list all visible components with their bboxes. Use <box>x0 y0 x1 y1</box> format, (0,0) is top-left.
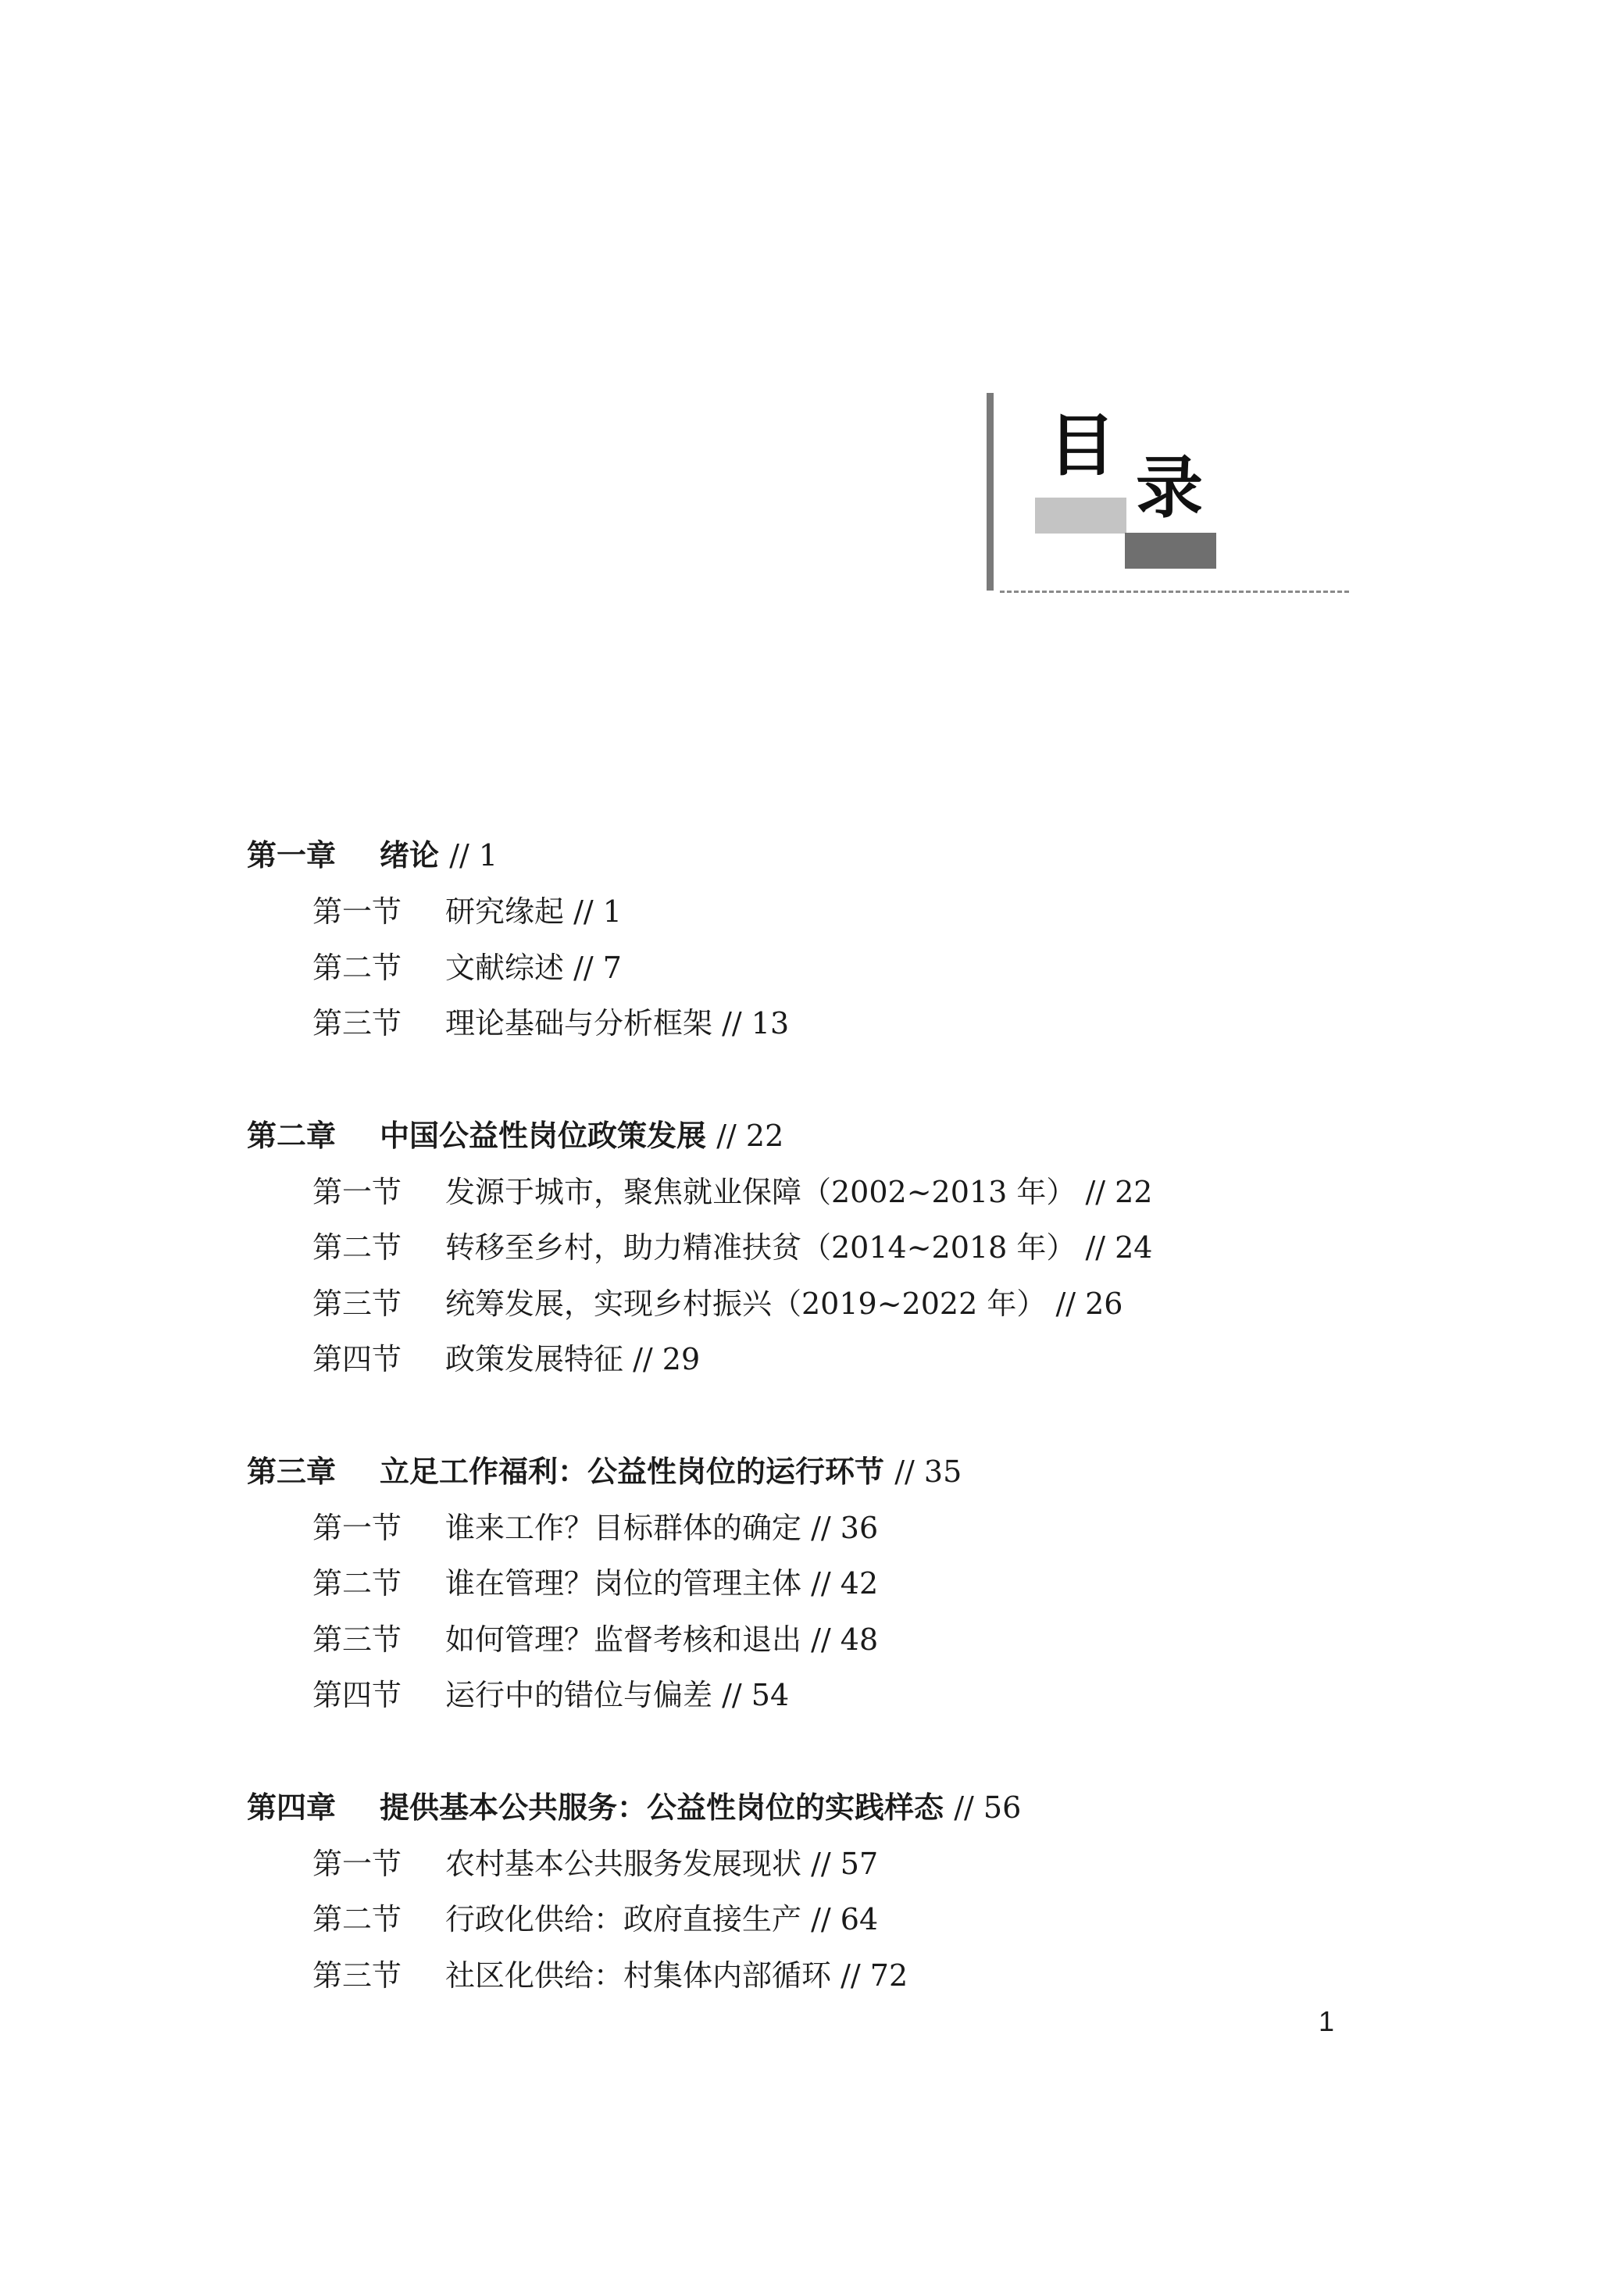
heading-light-block <box>1035 498 1126 534</box>
section-title: 谁在管理？岗位的管理主体 <box>445 1566 802 1601</box>
chapter-page: // 35 <box>894 1454 962 1489</box>
chapter-page: // 1 <box>449 838 498 873</box>
toc-section-4-3[interactable] <box>312 1958 908 1993</box>
section-label: 第二节 <box>312 1230 402 1265</box>
toc-section-2-2[interactable] <box>312 1230 1153 1265</box>
section-title: 研究缘起 <box>445 894 565 929</box>
section-title: 社区化供给：村集体内部循环 <box>445 1958 832 1993</box>
section-page: // 22 <box>1085 1175 1153 1209</box>
chapter-label: 第三章 <box>247 1454 337 1489</box>
chapter-title: 提供基本公共服务：公益性岗位的实践样态 <box>380 1790 944 1825</box>
toc-chapter-4[interactable] <box>247 1790 1022 1825</box>
chapter-label: 第一章 <box>247 837 337 873</box>
heading-dashed-rule <box>1000 591 1349 593</box>
toc-section-3-1[interactable] <box>312 1513 878 1543</box>
toc-section-2-3[interactable] <box>312 1289 1123 1319</box>
chapter-label: 第二章 <box>247 1118 337 1153</box>
toc-section-1-2[interactable] <box>312 953 622 983</box>
section-page: // 26 <box>1055 1287 1123 1321</box>
chapter-title: 立足工作福利：公益性岗位的运行环节 <box>380 1454 885 1489</box>
chapter-page: // 56 <box>954 1790 1022 1825</box>
section-label: 第一节 <box>312 1175 402 1209</box>
toc-section-1-3[interactable] <box>312 1008 789 1038</box>
chapter-label: 第四章 <box>247 1790 337 1825</box>
section-page: // 1 <box>573 894 622 929</box>
section-title: 统筹发展，实现乡村振兴（2019~2022 年） <box>445 1287 1047 1321</box>
toc-chapter-3[interactable] <box>247 1454 962 1489</box>
toc-section-3-4[interactable] <box>312 1680 789 1710</box>
section-label: 第二节 <box>312 1902 402 1936</box>
section-label: 第三节 <box>312 1622 402 1657</box>
section-title: 行政化供给：政府直接生产 <box>445 1902 802 1936</box>
section-label: 第二节 <box>312 951 402 985</box>
toc-section-4-1[interactable] <box>312 1849 878 1879</box>
section-page: // 64 <box>811 1902 879 1936</box>
chapter-page: // 22 <box>716 1119 784 1153</box>
toc-section-3-2[interactable] <box>312 1566 879 1601</box>
toc-section-2-1[interactable] <box>312 1177 1152 1207</box>
heading-char-mu: 目 <box>1048 406 1115 485</box>
section-title: 如何管理？监督考核和退出 <box>445 1622 802 1657</box>
chapter-title: 绪论 <box>380 837 440 873</box>
section-title: 政策发展特征 <box>445 1342 624 1376</box>
section-label: 第三节 <box>312 1006 402 1040</box>
section-page: // 7 <box>573 951 622 985</box>
section-page: // 54 <box>722 1678 790 1712</box>
page-number: 1 <box>1319 2005 1335 2037</box>
heading-vertical-bar <box>987 393 994 591</box>
section-title: 运行中的错位与偏差 <box>445 1678 713 1712</box>
section-page: // 36 <box>811 1511 879 1545</box>
toc-section-3-3[interactable] <box>312 1622 879 1657</box>
chapter-title: 中国公益性岗位政策发展 <box>380 1118 707 1153</box>
toc-section-4-2[interactable] <box>312 1904 878 1934</box>
toc-chapter-1[interactable] <box>247 837 498 873</box>
heading-dark-block <box>1125 533 1216 569</box>
section-page: // 72 <box>841 1958 908 1993</box>
section-label: 第四节 <box>312 1342 402 1376</box>
section-label: 第四节 <box>312 1678 402 1712</box>
section-title: 发源于城市，聚焦就业保障（2002~2013 年） <box>445 1175 1076 1209</box>
section-title: 文献综述 <box>445 951 565 985</box>
toc-chapter-2[interactable] <box>247 1118 784 1153</box>
section-title: 理论基础与分析框架 <box>445 1006 713 1040</box>
section-label: 第一节 <box>312 894 402 929</box>
toc-section-1-1[interactable] <box>312 894 622 929</box>
section-page: // 48 <box>811 1622 879 1657</box>
section-label: 第三节 <box>312 1287 402 1321</box>
toc-section-2-4[interactable] <box>312 1344 700 1374</box>
section-page: // 42 <box>811 1566 879 1601</box>
section-page: // 13 <box>722 1006 790 1040</box>
heading-char-lu: 录 <box>1136 448 1203 527</box>
section-label: 第二节 <box>312 1566 402 1601</box>
section-label: 第一节 <box>312 1511 402 1545</box>
section-label: 第一节 <box>312 1847 402 1881</box>
section-title: 谁来工作？目标群体的确定 <box>445 1511 802 1545</box>
section-page: // 29 <box>633 1342 701 1376</box>
section-page: // 57 <box>811 1847 879 1881</box>
section-title: 转移至乡村，助力精准扶贫（2014~2018 年） <box>445 1230 1076 1265</box>
section-page: // 24 <box>1085 1230 1153 1265</box>
section-label: 第三节 <box>312 1958 402 1993</box>
section-title: 农村基本公共服务发展现状 <box>445 1847 802 1881</box>
